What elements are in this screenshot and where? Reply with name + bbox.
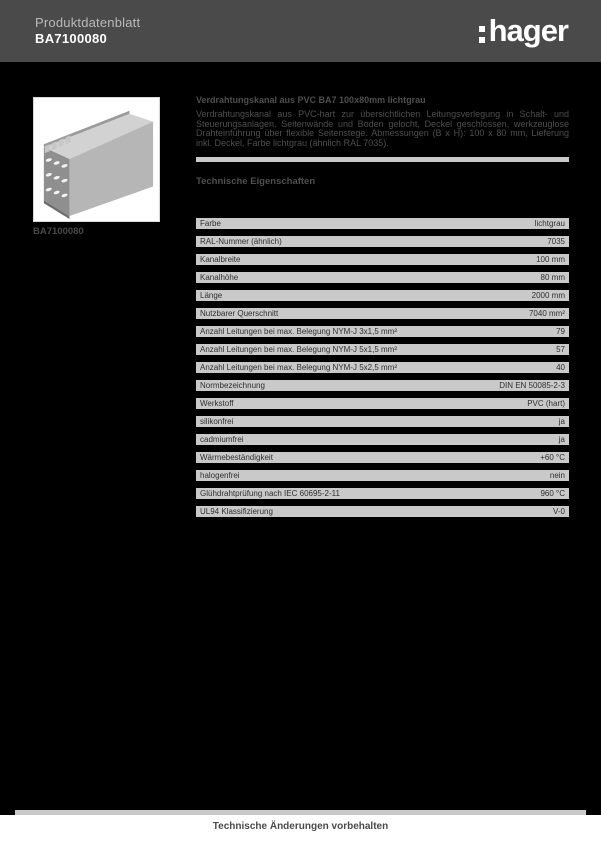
spec-label: halogenfrei — [200, 471, 240, 480]
section-heading: Technische Eigenschaften — [196, 176, 316, 187]
logo-text: hager — [488, 13, 568, 48]
table-row — [196, 362, 569, 373]
spec-label: RAL-Nummer (ähnlich) — [200, 237, 282, 246]
table-row — [196, 470, 569, 481]
table-row — [196, 344, 569, 355]
spec-label: Kanalbreite — [200, 255, 241, 264]
table-row — [196, 308, 569, 319]
spec-label: Länge — [200, 291, 223, 300]
table-row — [196, 326, 569, 337]
content-divider — [196, 157, 569, 162]
logo-colon-icon — [479, 26, 485, 43]
spec-value: 79 — [556, 327, 565, 336]
spec-value: 2000 mm — [531, 291, 565, 300]
spec-label: silikonfrei — [200, 417, 234, 426]
product-description: Verdrahtungskanal aus PVC-hart zur übersichtlichen Leitungsverlegung in Schalt- und Steuerungsanlagen. Seitenwände und Boden gelocht, Deckel geschlossen, werkzeuglose Drahteinführung über flexible Seitenstege. Abmessungen (B x H): 100 x 80 mm, Lieferung inkl. Deckel, Farbe lichtgrau (ähnlich RAL 7035). — [196, 109, 569, 148]
spec-label: Anzahl Leitungen bei max. Belegung NYM-J 5x1,5 mm² — [200, 345, 397, 354]
hager-logo — [479, 13, 568, 49]
spec-value: ja — [558, 435, 565, 444]
spec-label: UL94 Klassifizierung — [200, 507, 273, 516]
spec-value: 57 — [556, 345, 565, 354]
footer-divider — [15, 810, 586, 815]
table-row — [196, 272, 569, 283]
spec-label: Normbezeichnung — [200, 381, 265, 390]
spec-value: 40 — [556, 363, 565, 372]
spec-label: Anzahl Leitungen bei max. Belegung NYM-J 5x2,5 mm² — [200, 363, 397, 372]
spec-table — [196, 218, 569, 524]
table-row — [196, 218, 569, 229]
table-row — [196, 506, 569, 517]
spec-label: cadmiumfrei — [200, 435, 244, 444]
spec-label: Werkstoff — [200, 399, 234, 408]
spec-label: Glühdrahtprüfung nach IEC 60695-2-11 — [200, 489, 340, 498]
image-caption: BA7100080 — [33, 226, 84, 237]
spec-label: Kanalhöhe — [200, 273, 239, 282]
spec-value: 80 mm — [540, 273, 565, 282]
spec-value: 7040 mm² — [528, 309, 565, 318]
product-photo-wiring-duct — [34, 98, 159, 221]
spec-value: ja — [558, 417, 565, 426]
table-row — [196, 380, 569, 391]
spec-value: 7035 — [547, 237, 565, 246]
spec-value: lichtgrau — [534, 219, 565, 228]
table-row — [196, 452, 569, 463]
spec-label: Nutzbarer Querschnitt — [200, 309, 279, 318]
spec-value: DIN EN 50085-2-3 — [499, 381, 565, 390]
table-row — [196, 254, 569, 265]
spec-label: Wärmebeständigkeit — [200, 453, 273, 462]
spec-value: +60 °C — [540, 453, 565, 462]
spec-label: Anzahl Leitungen bei max. Belegung NYM-J 3x1,5 mm² — [200, 327, 397, 336]
spec-value: V-0 — [552, 507, 565, 516]
table-row — [196, 236, 569, 247]
spec-value: 100 mm — [536, 255, 565, 264]
article-number: BA7100080 — [35, 31, 108, 46]
table-row — [196, 416, 569, 427]
product-image-box — [33, 97, 160, 222]
doc-type-label: Produktdatenblatt — [35, 15, 141, 30]
product-title: Verdrahtungskanal aus PVC BA7 100x80mm lichtgrau — [196, 95, 426, 105]
spec-value: 960 °C — [540, 489, 565, 498]
header-bar — [0, 0, 601, 62]
table-row — [196, 290, 569, 301]
table-row — [196, 434, 569, 445]
spec-label: Farbe — [200, 219, 221, 228]
table-row — [196, 488, 569, 499]
spec-value: PVC (hart) — [527, 399, 565, 408]
spec-value: nein — [549, 471, 565, 480]
table-row — [196, 398, 569, 409]
footer-note: Technische Änderungen vorbehalten — [212, 821, 389, 832]
